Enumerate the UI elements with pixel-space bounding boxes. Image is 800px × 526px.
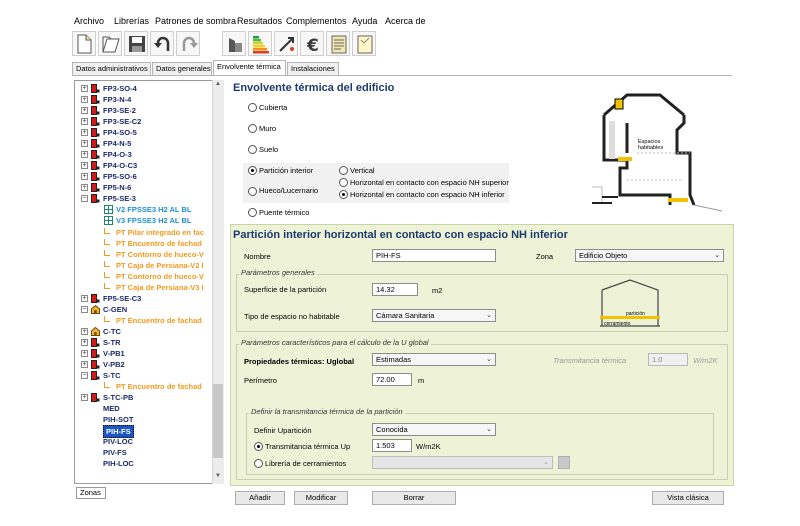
calculate-button[interactable] xyxy=(274,31,298,56)
propiedades-label: Propiedades térmicas: Uglobal xyxy=(244,357,355,366)
wall-icon xyxy=(91,393,100,402)
mini-label-particion: partición xyxy=(626,311,645,317)
radio-cubierta[interactable] xyxy=(248,103,257,112)
tree-item-label: MED xyxy=(103,404,120,413)
label-suelo: Suelo xyxy=(259,145,279,154)
menu-archivo[interactable]: Archivo xyxy=(74,16,105,26)
chevron-down-icon: ⌄ xyxy=(486,426,492,433)
classic-view-button[interactable]: Vista clásica xyxy=(652,491,724,505)
tree-item-label: V3 FPSSE3 H2 AL BL xyxy=(116,216,192,225)
superficie-input[interactable]: 14.32 xyxy=(372,283,418,296)
save-button[interactable] xyxy=(124,31,148,56)
tree-item-label: C-TC xyxy=(103,327,121,336)
zonas-tab[interactable]: Zonas xyxy=(76,487,106,499)
new-file-icon xyxy=(75,34,93,54)
save-icon xyxy=(127,34,147,54)
wall-icon xyxy=(91,106,100,115)
house-icon xyxy=(91,327,100,336)
thermal-bridge-icon xyxy=(104,228,110,234)
window-icon xyxy=(104,205,113,214)
radio-transmitancia-up[interactable] xyxy=(254,442,263,451)
expand-icon[interactable]: + xyxy=(82,140,87,147)
wall-icon xyxy=(91,161,100,170)
radio-particion-interior[interactable] xyxy=(248,166,257,175)
wall-icon xyxy=(91,172,100,181)
upartcion-label: Definir Upartición xyxy=(254,426,312,435)
tree-item-label: V2 FPSSE3 H2 AL BL xyxy=(116,205,192,214)
tree-item-label: FP5-SE-C3 xyxy=(103,294,142,303)
open-file-button[interactable] xyxy=(98,31,122,56)
tree-item-label: FP3-N-4 xyxy=(103,95,132,104)
wall-icon xyxy=(91,338,100,347)
new-file-button[interactable] xyxy=(72,31,96,56)
tree-item-label: PT Encuentro de fachad xyxy=(116,316,202,325)
wall-icon xyxy=(91,95,100,104)
menu-complementos[interactable]: Complementos xyxy=(286,16,347,26)
undo-button[interactable] xyxy=(150,31,174,56)
calculate-icon xyxy=(277,34,297,54)
thermal-bridge-icon xyxy=(104,239,110,245)
energy-label-button[interactable] xyxy=(248,31,272,56)
perimetro-unit: m xyxy=(418,376,425,385)
thermal-bridge-icon xyxy=(104,382,110,388)
thermal-bridge-icon xyxy=(104,250,110,256)
perimetro-label: Perímetro xyxy=(244,376,277,385)
wall-icon xyxy=(91,183,100,192)
tree-item-label: V-PB2 xyxy=(103,360,125,369)
expand-icon[interactable]: + xyxy=(82,394,87,401)
libreria-cerramientos-label: Librería de cerramientos xyxy=(265,459,347,468)
nombre-label: Nombre xyxy=(244,252,271,261)
label-puente-termico: Puente térmico xyxy=(259,208,310,217)
tree-item-label: FP5-SO-6 xyxy=(103,172,137,181)
expand-icon[interactable]: + xyxy=(82,118,87,125)
open-file-icon xyxy=(101,34,121,54)
tree-item-label: PIH-FS xyxy=(103,425,134,438)
tab-instalaciones[interactable]: Instalaciones xyxy=(287,62,339,75)
expand-icon[interactable]: + xyxy=(82,162,87,169)
chevron-down-icon: ⌄ xyxy=(486,356,492,363)
upartcion-value: Conocida xyxy=(376,425,408,434)
tree-item-label: PIH-SOT xyxy=(103,415,134,424)
label-muro: Muro xyxy=(259,124,277,133)
radio-horizontal-nh-inferior[interactable] xyxy=(339,190,348,199)
wall-icon xyxy=(91,84,100,93)
collapse-icon[interactable]: − xyxy=(82,195,87,202)
menu-resultados[interactable]: Resultados xyxy=(237,16,283,26)
radio-muro[interactable] xyxy=(248,124,257,133)
collapse-icon[interactable]: − xyxy=(82,372,87,379)
radio-vertical[interactable] xyxy=(339,166,348,175)
zona-label: Zona xyxy=(536,252,554,261)
radio-puente-termico[interactable] xyxy=(248,208,257,217)
expand-icon[interactable]: + xyxy=(82,295,87,302)
tree-item-label: PIH-LOC xyxy=(103,459,134,468)
diagram-label-espacios: Espacios xyxy=(638,139,661,145)
expand-icon[interactable]: + xyxy=(82,151,87,158)
perimetro-input[interactable]: 72.00 xyxy=(372,373,412,386)
tab-datos-generales[interactable]: Datos generales xyxy=(152,62,212,75)
definir-title: Definir la transmitancia térmica de la partición xyxy=(251,407,403,416)
form-title: Partición interior horizontal en contacto con espacio NH inferior xyxy=(233,229,568,241)
expand-icon[interactable]: + xyxy=(82,361,87,368)
tab-divider xyxy=(72,75,732,76)
superficie-unit: m2 xyxy=(432,286,443,295)
wall-icon xyxy=(91,150,100,159)
transmitancia-up-input[interactable]: 1.503 xyxy=(372,439,412,452)
wall-icon xyxy=(91,117,100,126)
wall-icon xyxy=(91,139,100,148)
mini-label-cerramiento: cerramiento xyxy=(604,321,631,327)
tree-item-label: PT Contorno de hueco-V xyxy=(116,272,204,281)
label-vertical: Vertical xyxy=(350,166,375,175)
tree-item-label: PT Caja de Persiana-V3 I xyxy=(116,283,204,292)
undo-icon xyxy=(153,34,173,54)
diagram-label-habitables: habitables xyxy=(638,145,664,151)
building-button[interactable] xyxy=(222,31,246,56)
transmitancia-up-label: Transmitancia térmica Up xyxy=(265,442,351,451)
tree-item-label: FP4-O-C3 xyxy=(103,161,138,170)
svg-text:€: € xyxy=(307,36,319,54)
radio-horizontal-nh-superior[interactable] xyxy=(339,178,348,187)
propiedades-select[interactable] xyxy=(372,353,496,366)
tree-item-label: S-TC-PB xyxy=(103,393,134,402)
wall-icon xyxy=(91,128,100,137)
wall-icon xyxy=(91,294,100,303)
tree-item-label: FP4-N-5 xyxy=(103,139,132,148)
tree-item-label: PT Pilar integrado en fac xyxy=(116,228,204,237)
thermal-bridge-icon xyxy=(104,272,110,278)
tree-item-label: PIV-LOC xyxy=(103,437,134,446)
chevron-down-icon: ⌄ xyxy=(543,459,549,466)
label-horizontal-nh-superior: Horizontal en contacto con espacio NH superior xyxy=(350,178,509,187)
radio-suelo[interactable] xyxy=(248,145,257,154)
radio-hueco-lucernario[interactable] xyxy=(248,187,257,196)
transmitancia-up-unit: W/m2K xyxy=(416,442,441,451)
expand-icon[interactable]: + xyxy=(82,96,87,103)
expand-icon[interactable]: + xyxy=(82,339,87,346)
label-hueco-lucernario: Hueco/Lucernario xyxy=(259,186,319,195)
report-icon xyxy=(329,34,349,54)
wall-icon xyxy=(91,371,100,380)
tree-item-label: FP3-SE-2 xyxy=(103,106,136,115)
caracteristicos-title: Parámetros característicos para el cálculo de la U global xyxy=(241,338,429,347)
house-icon xyxy=(91,305,100,314)
tree-item-label: FP5-SE-3 xyxy=(103,194,136,203)
thermal-bridge-icon xyxy=(104,283,110,289)
collapse-icon[interactable]: − xyxy=(82,306,87,313)
euro-icon xyxy=(303,34,323,54)
libreria-select xyxy=(372,456,553,469)
nombre-input[interactable]: PIH-FS xyxy=(372,249,496,262)
menu-acerca-de[interactable]: Acerca de xyxy=(385,16,426,26)
upartcion-select[interactable] xyxy=(372,423,496,436)
expand-icon[interactable]: + xyxy=(82,173,87,180)
tree-item-label: PT Caja de Persiana-V2 I xyxy=(116,261,204,270)
wall-icon xyxy=(91,349,100,358)
tree-item-label: S-TR xyxy=(103,338,121,347)
expand-icon[interactable]: + xyxy=(82,184,87,191)
tab-envolvente-termica[interactable]: Envolvente térmica xyxy=(213,60,286,75)
expand-icon[interactable]: + xyxy=(82,107,87,114)
libreria-browse-button xyxy=(558,456,570,469)
menu-librerias[interactable]: Librerías xyxy=(114,16,150,26)
document-button[interactable] xyxy=(352,31,376,56)
building-section-diagram xyxy=(582,85,722,220)
add-button[interactable]: Añadir xyxy=(235,491,285,505)
expand-icon[interactable]: + xyxy=(82,328,87,335)
menu-patrones-sombra[interactable]: Patrones de sombra xyxy=(155,16,237,26)
tree-item-label: PT Contorno de hueco-V xyxy=(116,250,204,259)
transmitancia-unit: W/m2K xyxy=(693,356,718,365)
chevron-down-icon: ⌄ xyxy=(486,312,492,319)
tree-item-label: PT Encuentro de fachad xyxy=(116,382,202,391)
document-icon xyxy=(355,34,375,54)
tree-item-label: V-PB1 xyxy=(103,349,125,358)
tipo-espacio-select[interactable] xyxy=(372,309,496,322)
particion-mini-diagram xyxy=(598,276,662,330)
label-cubierta: Cubierta xyxy=(259,103,288,112)
euro-button[interactable] xyxy=(300,31,324,56)
energy-label-icon xyxy=(251,34,271,54)
tree-item-label: PT Encuentro de fachad xyxy=(116,239,202,248)
tree-item-label: FP4-O-3 xyxy=(103,150,132,159)
propiedades-value: Estimadas xyxy=(376,355,412,364)
generales-title: Parámetros generales xyxy=(241,268,315,277)
label-particion-interior: Partición interior xyxy=(259,166,314,175)
envolvente-title: Envolvente térmica del edificio xyxy=(233,82,395,94)
tree-item-label: FP5-N-6 xyxy=(103,183,132,192)
label-horizontal-nh-inferior: Horizontal en contacto con espacio NH inferior xyxy=(350,190,505,199)
transmitancia-label: Transmitancia térmica xyxy=(553,356,627,365)
tree-scroll-thumb[interactable] xyxy=(213,384,223,458)
tab-datos-administrativos[interactable]: Datos administrativos xyxy=(72,62,151,75)
superficie-label: Superficie de la partición xyxy=(244,285,327,294)
redo-button[interactable] xyxy=(176,31,200,56)
tipo-espacio-label: Tipo de espacio no habitable xyxy=(244,312,340,321)
redo-icon xyxy=(179,34,199,54)
transmitancia-input: 1.0 xyxy=(648,353,688,366)
wall-icon xyxy=(91,360,100,369)
expand-icon[interactable]: + xyxy=(82,129,87,136)
tree-item-label: C-GEN xyxy=(103,305,128,314)
modify-button[interactable]: Modificar xyxy=(294,491,348,505)
menu-ayuda[interactable]: Ayuda xyxy=(352,16,378,26)
tree-item-label: FP3-SE-C2 xyxy=(103,117,142,126)
zona-select[interactable] xyxy=(575,249,724,262)
tree-item-label: PIV-FS xyxy=(103,448,127,457)
tree-item-label: S-TC xyxy=(103,371,121,380)
building-icon xyxy=(225,34,245,54)
thermal-bridge-icon xyxy=(104,316,110,322)
delete-button[interactable]: Borrar xyxy=(372,491,456,505)
wall-icon xyxy=(91,194,100,203)
scroll-up-icon[interactable]: ▲ xyxy=(215,81,221,87)
report-button[interactable] xyxy=(326,31,350,56)
chevron-down-icon: ⌄ xyxy=(714,252,720,259)
expand-icon[interactable]: + xyxy=(82,85,87,92)
tree-item-label: FP4-SO-5 xyxy=(103,128,137,137)
thermal-bridge-icon xyxy=(104,261,110,267)
window-icon xyxy=(104,216,113,225)
radio-libreria-cerramientos[interactable] xyxy=(254,459,263,468)
scroll-down-icon[interactable]: ▼ xyxy=(215,473,221,479)
zona-select-value: Edificio Objeto xyxy=(579,251,628,260)
tipo-espacio-value: Cámara Sanitaria xyxy=(376,311,435,320)
menu-bar xyxy=(0,14,800,29)
expand-icon[interactable]: + xyxy=(82,350,87,357)
tree-item-label: FP3-SO-4 xyxy=(103,84,137,93)
